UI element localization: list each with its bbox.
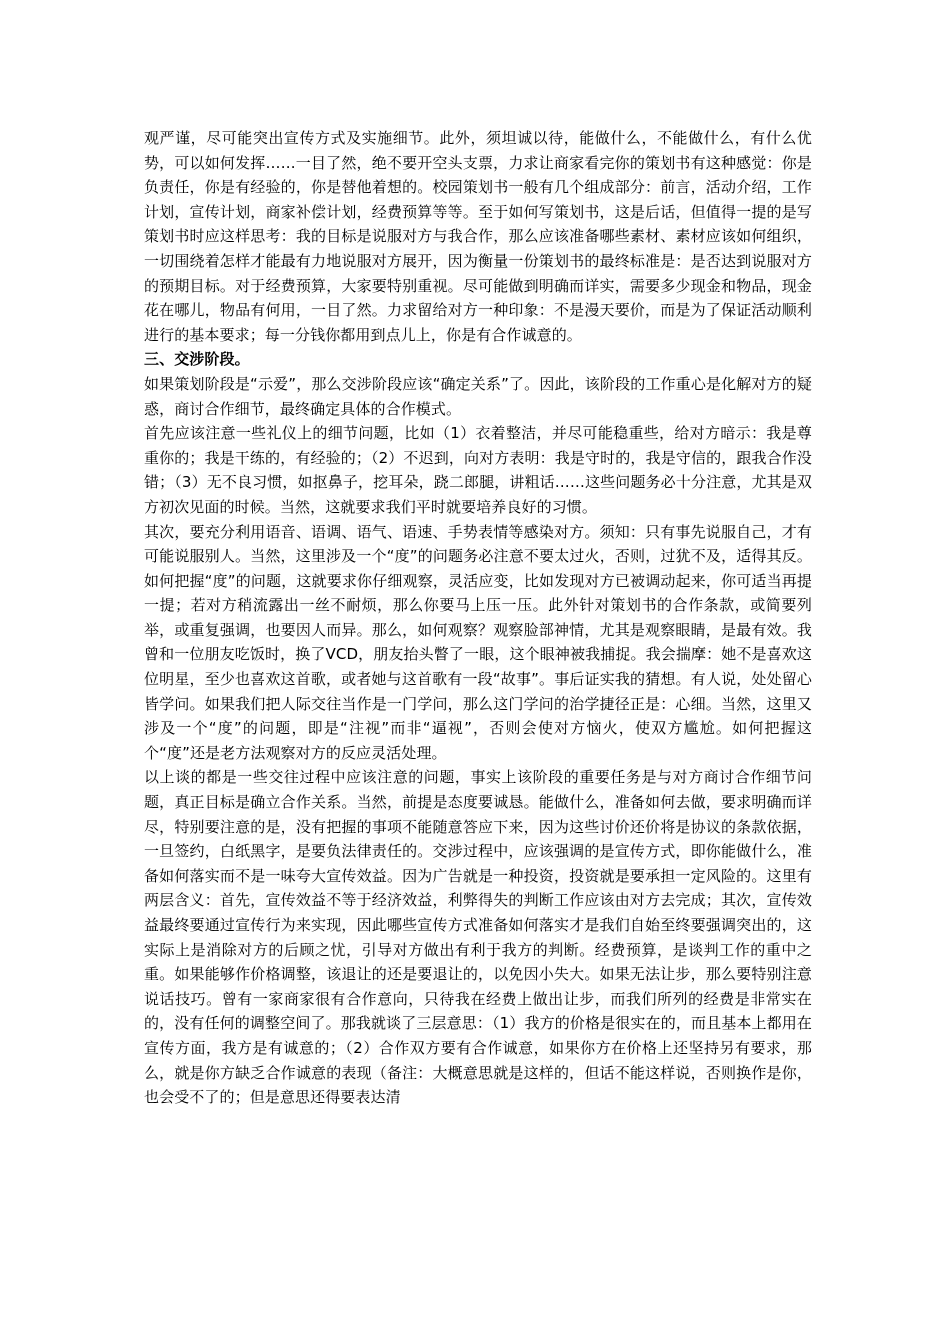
section-heading-negotiation-stage: 三、交涉阶段。 [144, 350, 250, 369]
body-paragraph-2: 如果策划阶段是“示爱”，那么交涉阶段应该“确定关系”了。因此，该阶段的工作重心是化解对方的疑惑，商讨合作细节，最终确定具体的合作模式。 [144, 374, 812, 418]
body-paragraph-3: 首先应该注意一些礼仪上的细节问题，比如（1）衣着整洁，并尽可能稳重些，给对方暗示：我是尊重你的；我是干练的，有经验的；（2）不迟到，向对方表明：我是守时的，我是守信的，跟我合作没错；（3）无不良习惯，如抠鼻子，挖耳朵，跷二郎腿，讲粗话……这些问题务必十分注意，尤其是双方初次见面的时候。当然，这就要求我们平时就要培养良好的习惯。 [144, 424, 812, 516]
document-body [144, 126, 812, 1110]
body-paragraph-4: 其次，要充分利用语音、语调、语气、语速、手势表情等感染对方。须知：只有事先说服自己，才有可能说服别人。当然，这里涉及一个“度”的问题务必注意不要太过火，否则，过犹不及，适得其反。如何把握“度”的问题，这就要求你仔细观察，灵活应变，比如发现对方已被调动起来，你可适当再提一提；若对方稍流露出一丝不耐烦，那么你要马上压一压。此外针对策划书的合作条款，或简要列举，或重复强调，也要因人而异。那么，如何观察？观察脸部神情，尤其是观察眼睛，是最有效。我曾和一位朋友吃饭时，换了VCD，朋友抬头瞥了一眼，这个眼神被我捕捉。我会揣摩：她不是喜欢这位明星，至少也喜欢这首歌，或者她与这首歌有一段“故事”。事后证实我的猜想。有人说，处处留心皆学问。如果我们把人际交往当作是一门学问，那么这门学问的治学捷径正是：心细。当然，这里又涉及一个“度”的问题，即是“注视”而非“逼视”，否则会使对方恼火，使双方尴尬。如何把握这个“度”还是老方法观察对方的反应灵活处理。 [144, 522, 812, 762]
body-paragraph-5: 以上谈的都是一些交往过程中应该注意的问题，事实上该阶段的重要任务是与对方商讨合作细节问题，真正目标是确立合作关系。当然，前提是态度要诚恳。能做什么，准备如何去做，要求明确而详尽，特别要注意的是，没有把握的事项不能随意答应下来，因为这些讨价还价将是协议的条款依据，一旦签约，白纸黑字，是要负法律责任的。交涉过程中，应该强调的是宣传方式，即你能做什么，准备如何落实而不是一味夸大宣传效益。因为广告就是一种投资，投资就是要承担一定风险的。这里有两层含义：首先，宣传效益不等于经济效益，利弊得失的判断工作应该由对方去完成；其次，宣传效益最终要通过宣传行为来实现，因此哪些宣传方式准备如何落实才是我们自始至终要强调突出的，这实际上是消除对方的后顾之忧，引导对方做出有利于我方的判断。经费预算，是谈判工作的重中之重。如果能够作价格调整，该退让的还是要退让的，以免因小失大。如果无法让步，那么要特别注意说话技巧。曾有一家商家很有合作意向，只待我在经费上做出让步，而我们所列的经费是非常实在的，没有任何的调整空间了。那我就谈了三层意思：（1）我方的价格是很实在的，而且基本上都用在宣传方面，我方是有诚意的；（2）合作双方要有合作诚意，如果你方在价格上还坚持另有要求，那么，就是你方缺乏合作诚意的表现（备注：大概意思就是这样的，但话不能这样说，否则换作是你，也会受不了的；但是意思还得要表达清 [144, 768, 812, 1107]
body-paragraph-1: 观严谨，尽可能突出宣传方式及实施细节。此外，须坦诚以待，能做什么，不能做什么，有什么优势，可以如何发挥……一目了然，绝不要开空头支票，力求让商家看完你的策划书有这种感觉：你是负责任，你是有经验的，你是替他着想的。校园策划书一般有几个组成部分：前言，活动介绍，工作计划，宣传计划，商家补偿计划，经费预算等等。至于如何写策划书，这是后话，但值得一提的是写策划书时应这样思考：我的目标是说服对方与我合作，那么应该准备哪些素材、素材应该如何组织，一切围绕着怎样才能最有力地说服对方展开，因为衡量一份策划书的最终标准是：是否达到说服对方的预期目标。对于经费预算，大家要特别重视。尽可能做到明确而详实，需要多少现金和物品，现金花在哪儿，物品有何用，一目了然。力求留给对方一种印象：不是漫天要价，而是为了保证活动顺利进行的基本要求；每一分钱你都用到点儿上，你是有合作诚意的。 [144, 129, 812, 344]
